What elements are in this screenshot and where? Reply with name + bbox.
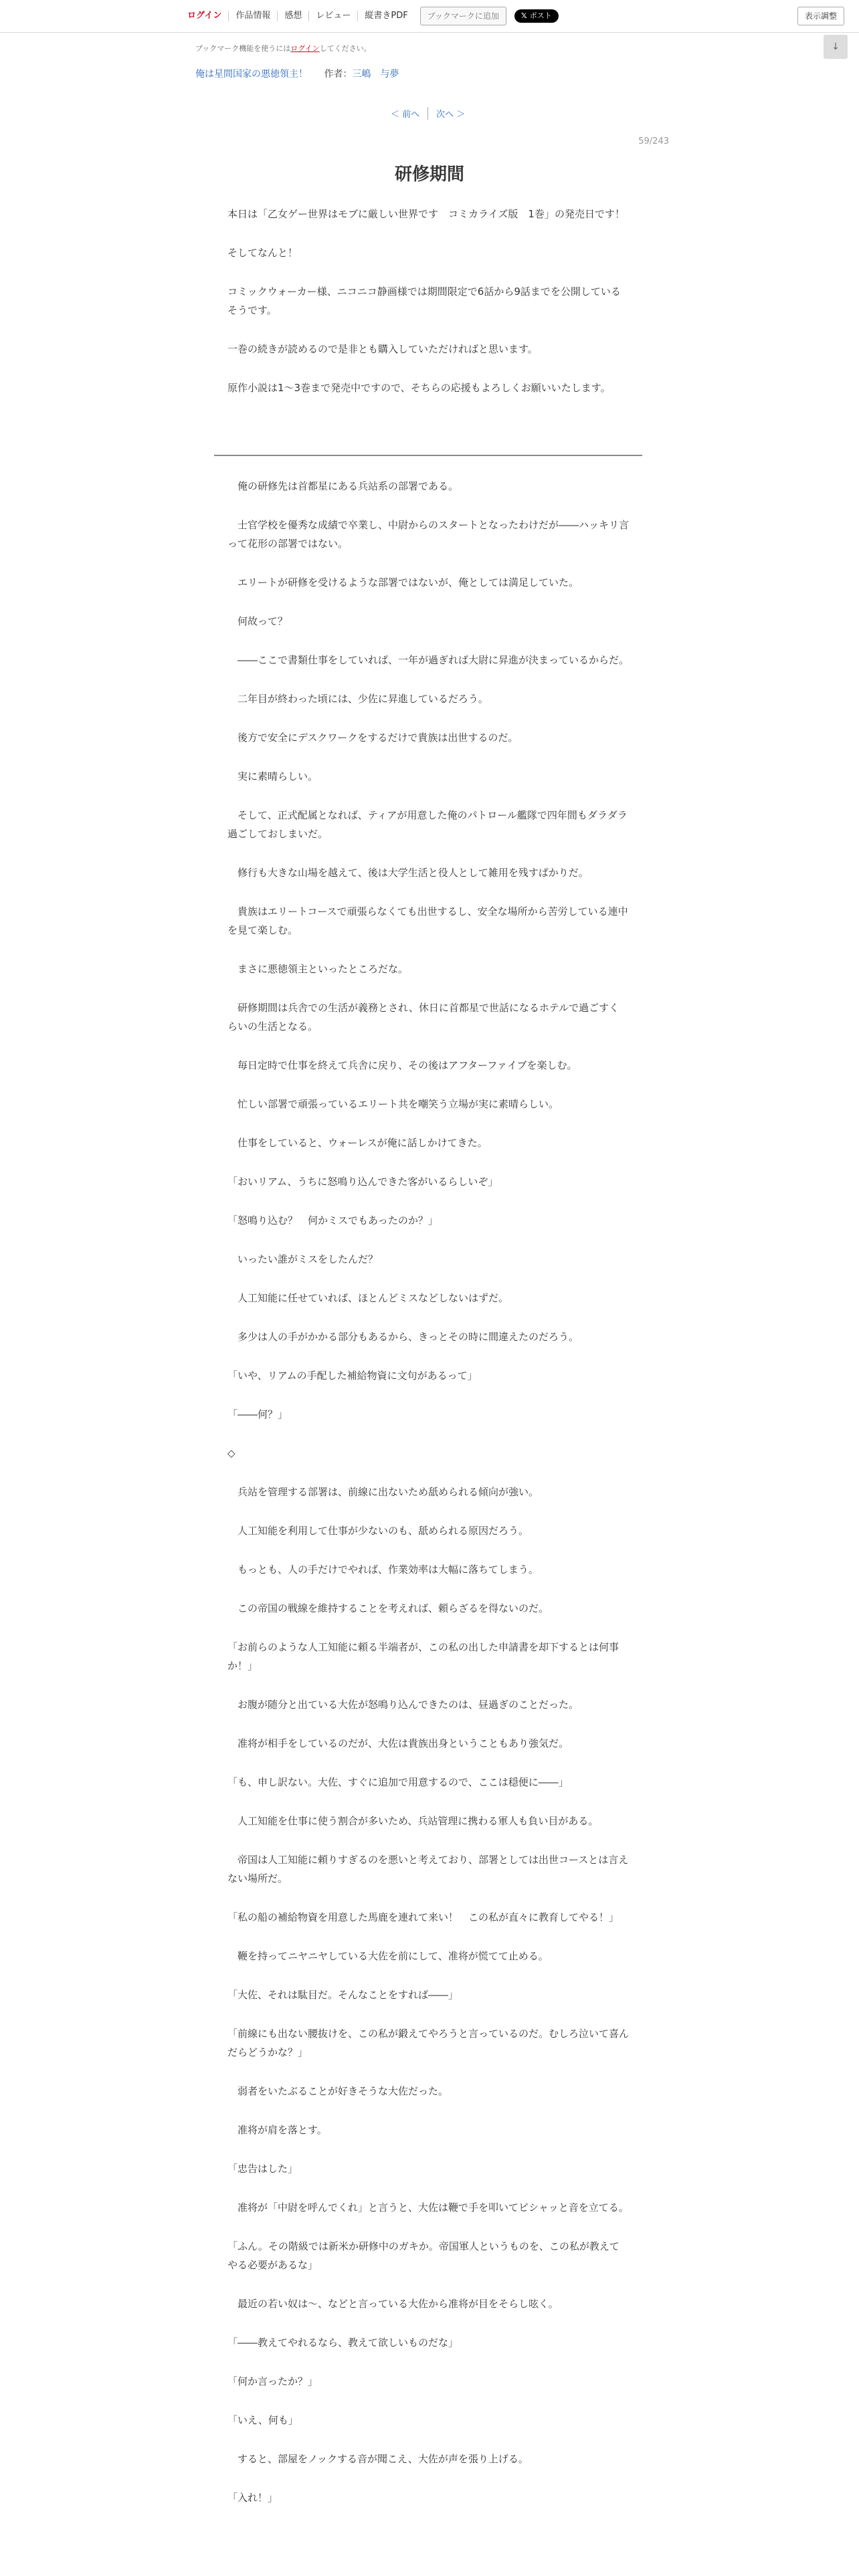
episode-body	[227, 477, 629, 2527]
body-paragraph: 修行も大きな山場を越えて、後は大学生活と役人として雑用を残すばかりだ。	[227, 867, 589, 879]
foreword-paragraph: そしてなんと！	[227, 247, 298, 259]
foreword-paragraph: コミックウォーカー様、ニコニコ静画様では期間限定で6話から9話までを公開しているそうです。	[227, 286, 621, 316]
chapter-title: 研修期間	[394, 165, 464, 185]
body-paragraph: エリートが研修を受けるような部署ではないが、俺としては満足していた。	[227, 576, 579, 588]
work-info	[195, 67, 399, 80]
foreword-paragraph: 本日は「乙女ゲー世界はモブに厳しい世界です コミカライズ版 1巻」の発売日です！	[227, 208, 625, 220]
bookmark-notice	[195, 43, 371, 53]
login-link[interactable]: ログイン	[182, 11, 229, 21]
body-paragraph: ――ここで書類仕事をしていれば、一年が過ぎれば大尉に昇進が決まっているからだ。	[227, 654, 630, 666]
x-post-button[interactable]	[514, 9, 559, 23]
work-title-link[interactable]: 俺は星間国家の悪徳領主！	[195, 69, 308, 80]
notice-login-link[interactable]: ログイン	[290, 44, 320, 53]
x-logo-icon: 𝕏	[520, 11, 527, 20]
foreword-paragraph: 一巻の続きが読めるので是非とも購入していただければと思います。	[227, 343, 538, 355]
author-label: 作者：	[324, 69, 353, 80]
body-paragraph: 最近の若い奴は～、などと言っている大佐から准将が目をそらし呟く。	[227, 2298, 559, 2310]
body-paragraph: もっとも、人の手だけでやれば、作業効率は大幅に落ちてしまう。	[227, 1564, 539, 1576]
body-paragraph: 准将が肩を落とす。	[227, 2124, 327, 2136]
body-paragraph: すると、部屋をノックする音が聞こえ、大佐が声を張り上げる。	[227, 2453, 529, 2465]
vertical-pdf-link[interactable]: 縦書きPDF	[365, 11, 408, 21]
bookmark-button[interactable]: ブックマークに追加	[420, 7, 506, 25]
prev-episode-link[interactable]: ＜ 前へ	[383, 107, 428, 120]
body-paragraph: 多少は人の手がかかる部分もあるから、きっとその時に間違えたのだろう。	[227, 1331, 579, 1343]
reviews-link[interactable]: レビュー	[309, 11, 358, 21]
display-settings-button[interactable]: 表示調整	[797, 7, 844, 25]
arrow-down-icon: ↓	[832, 41, 840, 52]
episode-counter: 59/243	[638, 136, 669, 146]
body-paragraph: 帝国は人工知能に頼りすぎるのを悪いと考えており、部署としては出世コースとは言えない場所だ。	[227, 1854, 629, 1885]
body-paragraph: 「何か言ったか？」	[227, 2375, 318, 2387]
body-paragraph: 「忠告はした」	[227, 2163, 298, 2175]
notice-suffix: してください。	[319, 44, 371, 53]
body-paragraph: まさに悪徳領主といったところだな。	[227, 963, 409, 975]
body-paragraph: 貴族はエリートコースで頑張らなくても出世するし、安全な場所から苦労している連中を見て楽しむ。	[227, 905, 628, 936]
body-paragraph: 「私の船の補給物資を用意した馬鹿を連れて来い！ この私が直々に教育してやる！」	[227, 1911, 619, 1923]
foreword-paragraph: 原作小説は1～3巻まで発売中ですので、そちらの応援もよろしくお願いいたします。	[227, 382, 611, 394]
body-paragraph: 「怒鳴り込む？ 何かミスでもあったのか？」	[227, 1214, 438, 1226]
body-paragraph: 「ふん。その階級では新米か研修中のガキか。帝国軍人というものを、この私が教えてやる必要があるな」	[227, 2240, 619, 2271]
body-paragraph: 「――教えてやれるなら、教えて欲しいものだな」	[227, 2337, 459, 2349]
next-episode-link[interactable]: 次へ ＞	[427, 107, 473, 120]
body-paragraph: 弱者をいたぶることが好きそうな大佐だった。	[227, 2085, 449, 2097]
body-paragraph: 「入れ！」	[227, 2492, 278, 2504]
body-paragraph: 「いや、リアムの手配した補給物資に文句があるって」	[227, 1370, 478, 1382]
scroll-down-button[interactable]	[824, 35, 848, 59]
body-paragraph: 士官学校を優秀な成績で卒業し、中尉からのスタートとなったわけだが――ハッキリ言って花形の部署ではない。	[227, 519, 630, 550]
author-link[interactable]: 三嶋 与夢	[352, 69, 399, 80]
body-paragraph: そして、正式配属となれば、ティアが用意した俺のパトロール艦隊で四年間もダラダラ過ごしておしまいだ。	[227, 809, 628, 840]
foreword-divider	[214, 455, 642, 456]
body-paragraph: 忙しい部署で頑張っているエリート共を嘲笑う立場が実に素晴らしい。	[227, 1098, 559, 1110]
x-post-label: ポスト	[529, 11, 552, 20]
work-info-link[interactable]: 作品情報	[229, 11, 278, 21]
body-paragraph: 後方で安全にデスクワークをするだけで貴族は出世するのだ。	[227, 732, 518, 744]
body-paragraph: 「おいリアム、うちに怒鳴り込んできた客がいるらしいぞ」	[227, 1176, 498, 1188]
impressions-link[interactable]: 感想	[278, 11, 309, 21]
body-paragraph: 「――何？」	[227, 1408, 288, 1420]
body-paragraph: 兵站を管理する部署は、前線に出ないため舐められる傾向が強い。	[227, 1486, 539, 1498]
body-paragraph: お腹が随分と出ている大佐が怒鳴り込んできたのは、昼過ぎのことだった。	[227, 1699, 579, 1711]
body-paragraph: 実に素晴らしい。	[227, 770, 318, 782]
body-paragraph: 准将が「中尉を呼んでくれ」と言うと、大佐は鞭で手を叩いてピシャッと音を立てる。	[227, 2202, 629, 2214]
body-paragraph: 人工知能を仕事に使う割合が多いため、兵站管理に携わる軍人も負い目がある。	[227, 1815, 599, 1827]
header-nav	[182, 5, 559, 27]
body-paragraph: 准将が相手をしているのだが、大佐は貴族出身ということもあり強気だ。	[227, 1737, 569, 1749]
body-paragraph: 鞭を持ってニヤニヤしている大佐を前にして、准将が慌てて止める。	[227, 1950, 549, 1962]
body-paragraph: 毎日定時で仕事を終えて兵舎に戻り、その後はアフターファイブを楽しむ。	[227, 1059, 577, 1071]
body-paragraph: 人工知能に任せていれば、ほとんどミスなどしないはずだ。	[227, 1292, 509, 1304]
body-paragraph: 二年目が終わった頃には、少佐に昇進しているだろう。	[227, 693, 488, 705]
episode-pager	[383, 107, 473, 120]
notice-prefix: ブックマーク機能を使うには	[195, 44, 291, 53]
body-paragraph: いったい誰がミスをしたんだ？	[227, 1253, 379, 1265]
body-paragraph: 研修期間は兵舎での生活が義務とされ、休日に首都星で世話になるホテルで過ごすくらいの生活となる。	[227, 1002, 619, 1033]
global-header	[0, 0, 859, 33]
body-paragraph: 「前線にも出ない腰抜けを、この私が鍛えてやろうと言っているのだ。むしろ泣いて喜んだらどうかな？」	[227, 2028, 630, 2058]
body-paragraph: 「お前らのような人工知能に頼る半端者が、この私の出した申請書を却下するとは何事か！」	[227, 1641, 619, 1672]
body-paragraph: 「いえ、何も」	[227, 2414, 298, 2426]
body-paragraph: ◇	[227, 1447, 235, 1459]
body-paragraph: 「大佐、それは駄目だ。そんなことをすれば――」	[227, 1989, 459, 2001]
body-paragraph: 俺の研修先は首都星にある兵站系の部署である。	[227, 480, 459, 492]
body-paragraph: 何故って？	[227, 615, 288, 627]
foreword	[227, 205, 629, 417]
body-paragraph: 人工知能を利用して仕事が少ないのも、舐められる原因だろう。	[227, 1525, 529, 1537]
body-paragraph: この帝国の戦線を維持することを考えれば、頼らざるを得ないのだ。	[227, 1602, 549, 1614]
body-paragraph: 「も、申し訳ない。大佐、すぐに追加で用意するので、ここは穏便に――」	[227, 1776, 569, 1788]
body-paragraph: 仕事をしていると、ウォーレスが俺に話しかけてきた。	[227, 1137, 488, 1149]
